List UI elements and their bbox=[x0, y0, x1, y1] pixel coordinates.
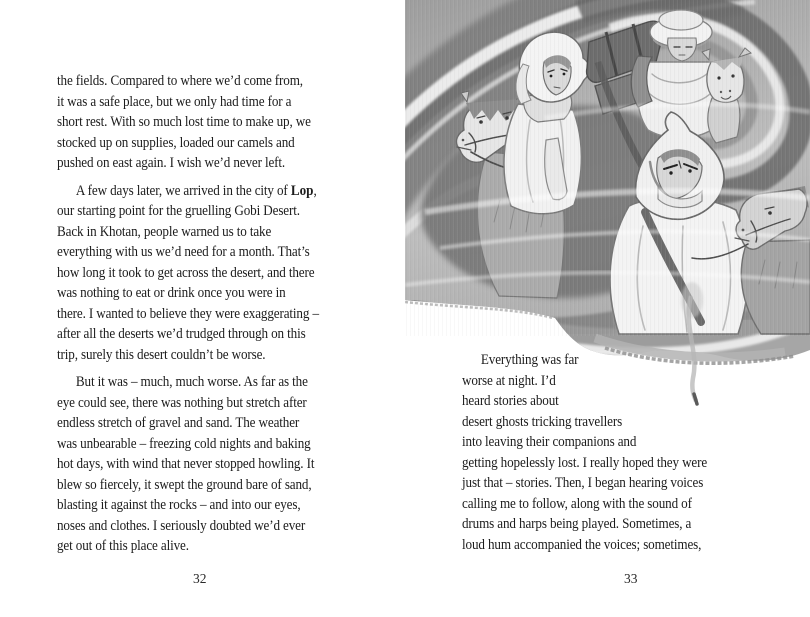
paragraph bbox=[57, 372, 381, 557]
text-line: pushed on east again. I wish we’d never left. bbox=[57, 155, 286, 171]
storm-illustration bbox=[405, 0, 810, 412]
text-line: heard stories about bbox=[462, 393, 559, 409]
text-line: the fields. Compared to where we’d come from, bbox=[57, 73, 303, 89]
text-line: there. I wanted to believe they were exaggerating – bbox=[57, 305, 319, 322]
left-page-text bbox=[57, 71, 381, 564]
text-line: our starting point for the gruelling Gobi Desert. bbox=[57, 203, 300, 219]
text-line: getting hopelessly lost. I really hoped they were bbox=[462, 454, 708, 471]
text-line: was unbearable – freezing cold nights and baking bbox=[57, 435, 311, 452]
text-line: trip, surely this desert couldn’t be worse. bbox=[57, 346, 266, 363]
text-line: blew so fiercely, it swept the ground bare of sand, bbox=[57, 476, 312, 493]
text-line: blasting it against the rocks – and into our eyes, bbox=[57, 497, 301, 513]
text-line: Back in Khotan, people warned us to take bbox=[57, 223, 272, 240]
text-line: calling me to follow, along with the sound of bbox=[462, 495, 692, 512]
text-line: get out of this place alive. bbox=[57, 538, 189, 554]
text-line: Everything was far bbox=[480, 352, 579, 368]
text-line: desert ghosts tricking travellers bbox=[462, 413, 623, 430]
text-line: just that – stories. Then, I began hearing voices bbox=[462, 475, 704, 491]
text-line: worse at night. I’d bbox=[462, 372, 556, 389]
text-line: endless stretch of gravel and sand. The weather bbox=[57, 415, 300, 431]
text-line: short rest. With so much lost time to make up, we bbox=[57, 114, 311, 130]
text-line: into leaving their companions and bbox=[462, 434, 637, 450]
text-line: was nothing to eat or drink once you were in bbox=[57, 285, 286, 301]
page-number-left: 32 bbox=[193, 571, 207, 586]
text-line: it was a safe place, but we only had time for a bbox=[57, 93, 292, 110]
text-line: stocked up on supplies, loaded our camels and bbox=[57, 134, 295, 151]
text-line: eye could see, there was nothing but stretch after bbox=[57, 394, 307, 411]
paragraph bbox=[57, 181, 381, 366]
storm-illustration-svg bbox=[405, 0, 810, 412]
text-line: hot days, with wind that never stopped howling. It bbox=[57, 456, 315, 472]
text-line: how long it took to get across the desert, and there bbox=[57, 264, 315, 281]
paragraph bbox=[57, 71, 381, 174]
text-line: But it was – much, much worse. As far as the bbox=[75, 374, 308, 390]
text-line: A few days later, we arrived in the city of Lop, bbox=[75, 182, 317, 199]
text-line: noses and clothes. I seriously doubted we’d ever bbox=[57, 517, 306, 534]
text-line: after all the deserts we’d trudged through on this bbox=[57, 326, 306, 342]
text-line: drums and harps being played. Sometimes, a bbox=[462, 516, 692, 532]
page-number-right: 33 bbox=[624, 571, 638, 586]
text-line: loud hum accompanied the voices; sometimes, bbox=[462, 536, 702, 553]
text-line: everything with us we’d need for a month. That’s bbox=[57, 244, 310, 260]
